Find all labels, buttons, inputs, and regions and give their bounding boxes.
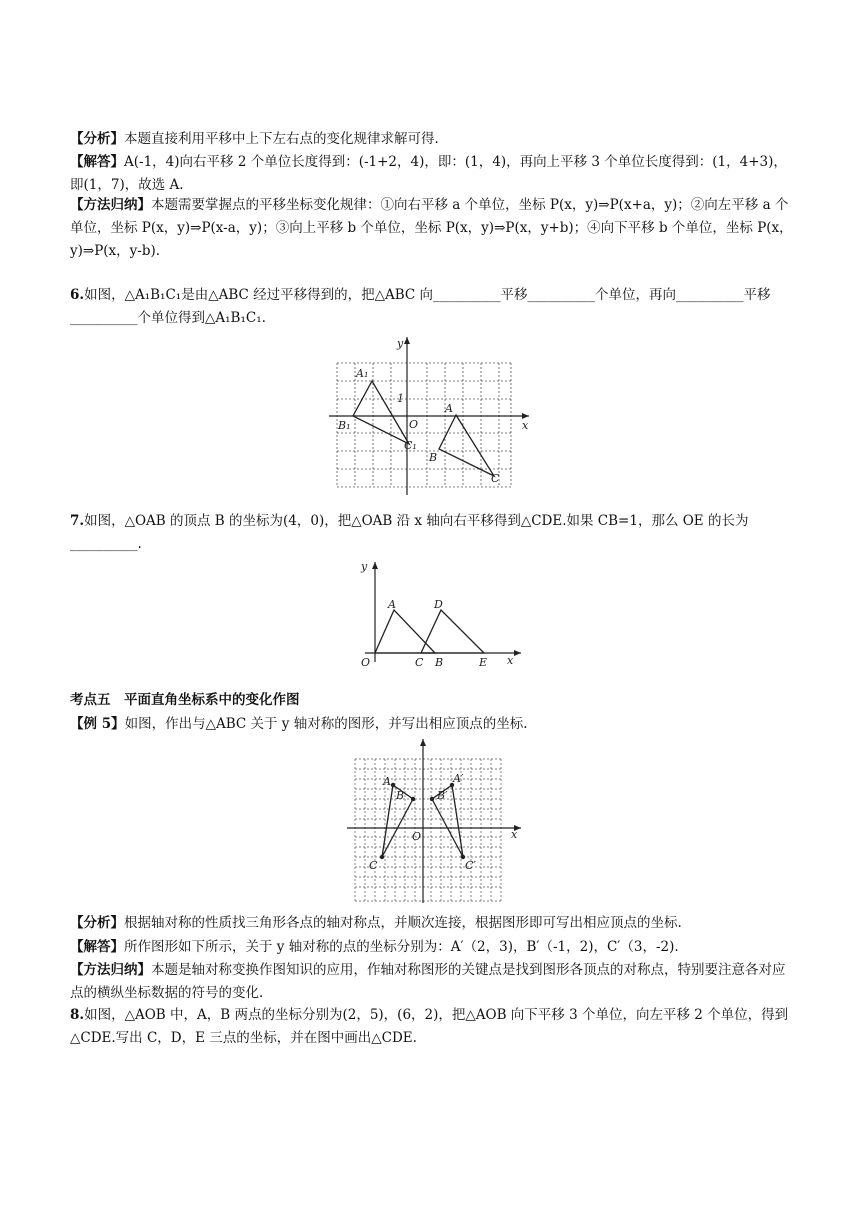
vertex-c: C bbox=[415, 656, 424, 669]
x-axis-label: x bbox=[507, 654, 514, 667]
answer-text: 所作图形如下所示，关于 y 轴对称的点的坐标分别为：A′（2，3)，B′（-1，2)，C′（3，-2). bbox=[124, 939, 679, 955]
example-tag: 【例 5】 bbox=[70, 716, 125, 732]
x-axis-label: x bbox=[511, 828, 518, 841]
answer-text: A(-1，4)向右平移 2 个单位长度得到：(-1+2，4)，即：(1，4)，再向上平移 3 个单位长度得到：(1，4+3)，即(1，7)，故选 A. bbox=[70, 154, 787, 193]
analysis-tag: 【分析】 bbox=[70, 131, 124, 147]
question-number: 8. bbox=[70, 1007, 85, 1023]
question-text: 如图，△AOB 中，A，B 两点的坐标分别为(2，5)，(6，2)，把△AOB 向下平移 3 个单位，向左平移 2 个单位，得到△CDE.写出 C，D，E 三点的坐标，并在图中画出△CDE. bbox=[70, 1007, 789, 1046]
answer-paragraph-1 bbox=[70, 151, 798, 197]
example-text: 如图，作出与△ABC 关于 y 轴对称的图形，并写出相应顶点的坐标. bbox=[124, 716, 528, 732]
analysis-tag: 【分析】 bbox=[70, 915, 124, 931]
triangle-abc bbox=[439, 415, 494, 476]
answer-paragraph-2 bbox=[70, 936, 798, 959]
question-8 bbox=[70, 1004, 798, 1050]
method-tag: 【方法归纳】 bbox=[70, 197, 151, 213]
origin-label: O bbox=[361, 656, 371, 669]
y-axis-label: y bbox=[361, 560, 368, 573]
example5-figure bbox=[345, 737, 525, 905]
question-number: 7. bbox=[70, 513, 85, 529]
answer-tag: 【解答】 bbox=[70, 939, 124, 955]
vertex-a: A bbox=[388, 598, 396, 611]
question-7 bbox=[70, 510, 798, 556]
origin-label: O bbox=[412, 830, 422, 843]
answer-tag: 【解答】 bbox=[70, 154, 124, 170]
method-paragraph-2 bbox=[70, 959, 798, 1005]
vertex-d: D bbox=[434, 598, 443, 611]
triangle-oab bbox=[375, 610, 435, 653]
analysis-paragraph-1 bbox=[70, 128, 798, 151]
method-paragraph-1 bbox=[70, 194, 798, 263]
question-number: 6. bbox=[70, 287, 85, 303]
analysis-paragraph-2 bbox=[70, 912, 798, 935]
q7-figure bbox=[355, 558, 525, 670]
method-tag: 【方法归纳】 bbox=[70, 962, 151, 978]
vertex-a: A bbox=[445, 402, 453, 415]
analysis-text: 本题直接利用平移中上下左右点的变化规律求解可得. bbox=[124, 131, 439, 147]
origin-label: O bbox=[409, 418, 419, 431]
method-text: 本题需要掌握点的平移坐标变化规律：①向右平移 a 个单位，坐标 P(x，y)⇒P(x+a，y)；②向左平移 a 个单位，坐标 P(x，y)⇒P(x-a，y)；③向上平移 b 个单位，坐标 P(x，y)⇒P(x，y+b)；④向下平移 b 个单位，坐标 P(x，y)⇒P(x，y-b). bbox=[70, 197, 793, 259]
analysis-text: 根据轴对称的性质找三角形各点的轴对称点，并顺次连接，根据图形即可写出相应顶点的坐标. bbox=[124, 915, 682, 931]
question-6 bbox=[70, 284, 798, 330]
vertex-b: B bbox=[435, 656, 444, 669]
vertex-b: B bbox=[396, 789, 405, 802]
triangle-a1b1c1 bbox=[353, 381, 409, 444]
vertex-c: C bbox=[491, 472, 500, 485]
unit-label: 1 bbox=[397, 392, 404, 405]
question-text: 如图，△OAB 的顶点 B 的坐标为(4，0)，把△OAB 沿 x 轴向右平移得到△CDE.如果 CB=1，那么 OE 的长为__________. bbox=[70, 513, 749, 552]
triangle-cde bbox=[421, 610, 484, 653]
vertex-b1: B₁ bbox=[338, 419, 351, 432]
question-text: 如图，△A₁B₁C₁是由△ABC 经过平移得到的，把△ABC 向__________平移__________个单位，再向__________平移__________个单位得到△A₁B₁C₁. bbox=[70, 287, 771, 326]
vertex-c-prime: C′ bbox=[465, 859, 476, 872]
vertex-a-prime: A′ bbox=[453, 772, 464, 785]
vertex-b-prime: B′ bbox=[437, 789, 448, 802]
example-5 bbox=[70, 713, 798, 736]
vertex-c1: C₁ bbox=[404, 439, 417, 452]
x-axis-label: x bbox=[522, 419, 529, 432]
vertex-c: C bbox=[369, 859, 378, 872]
vertex-a: A bbox=[383, 775, 391, 788]
section-title: 考点五 平面直角坐标系中的变化作图 bbox=[70, 692, 300, 708]
vertex-e: E bbox=[479, 656, 488, 669]
vertex-a1: A₁ bbox=[356, 367, 369, 380]
method-text: 本题是轴对称变换作图知识的应用，作轴对称图形的关键点是找到图形各顶点的对称点，特别要注意各对应点的横纵坐标数据的符号的变化. bbox=[70, 962, 786, 1001]
y-axis-label: y bbox=[397, 337, 404, 350]
q6-figure bbox=[325, 335, 535, 497]
vertex-b: B bbox=[429, 451, 438, 464]
